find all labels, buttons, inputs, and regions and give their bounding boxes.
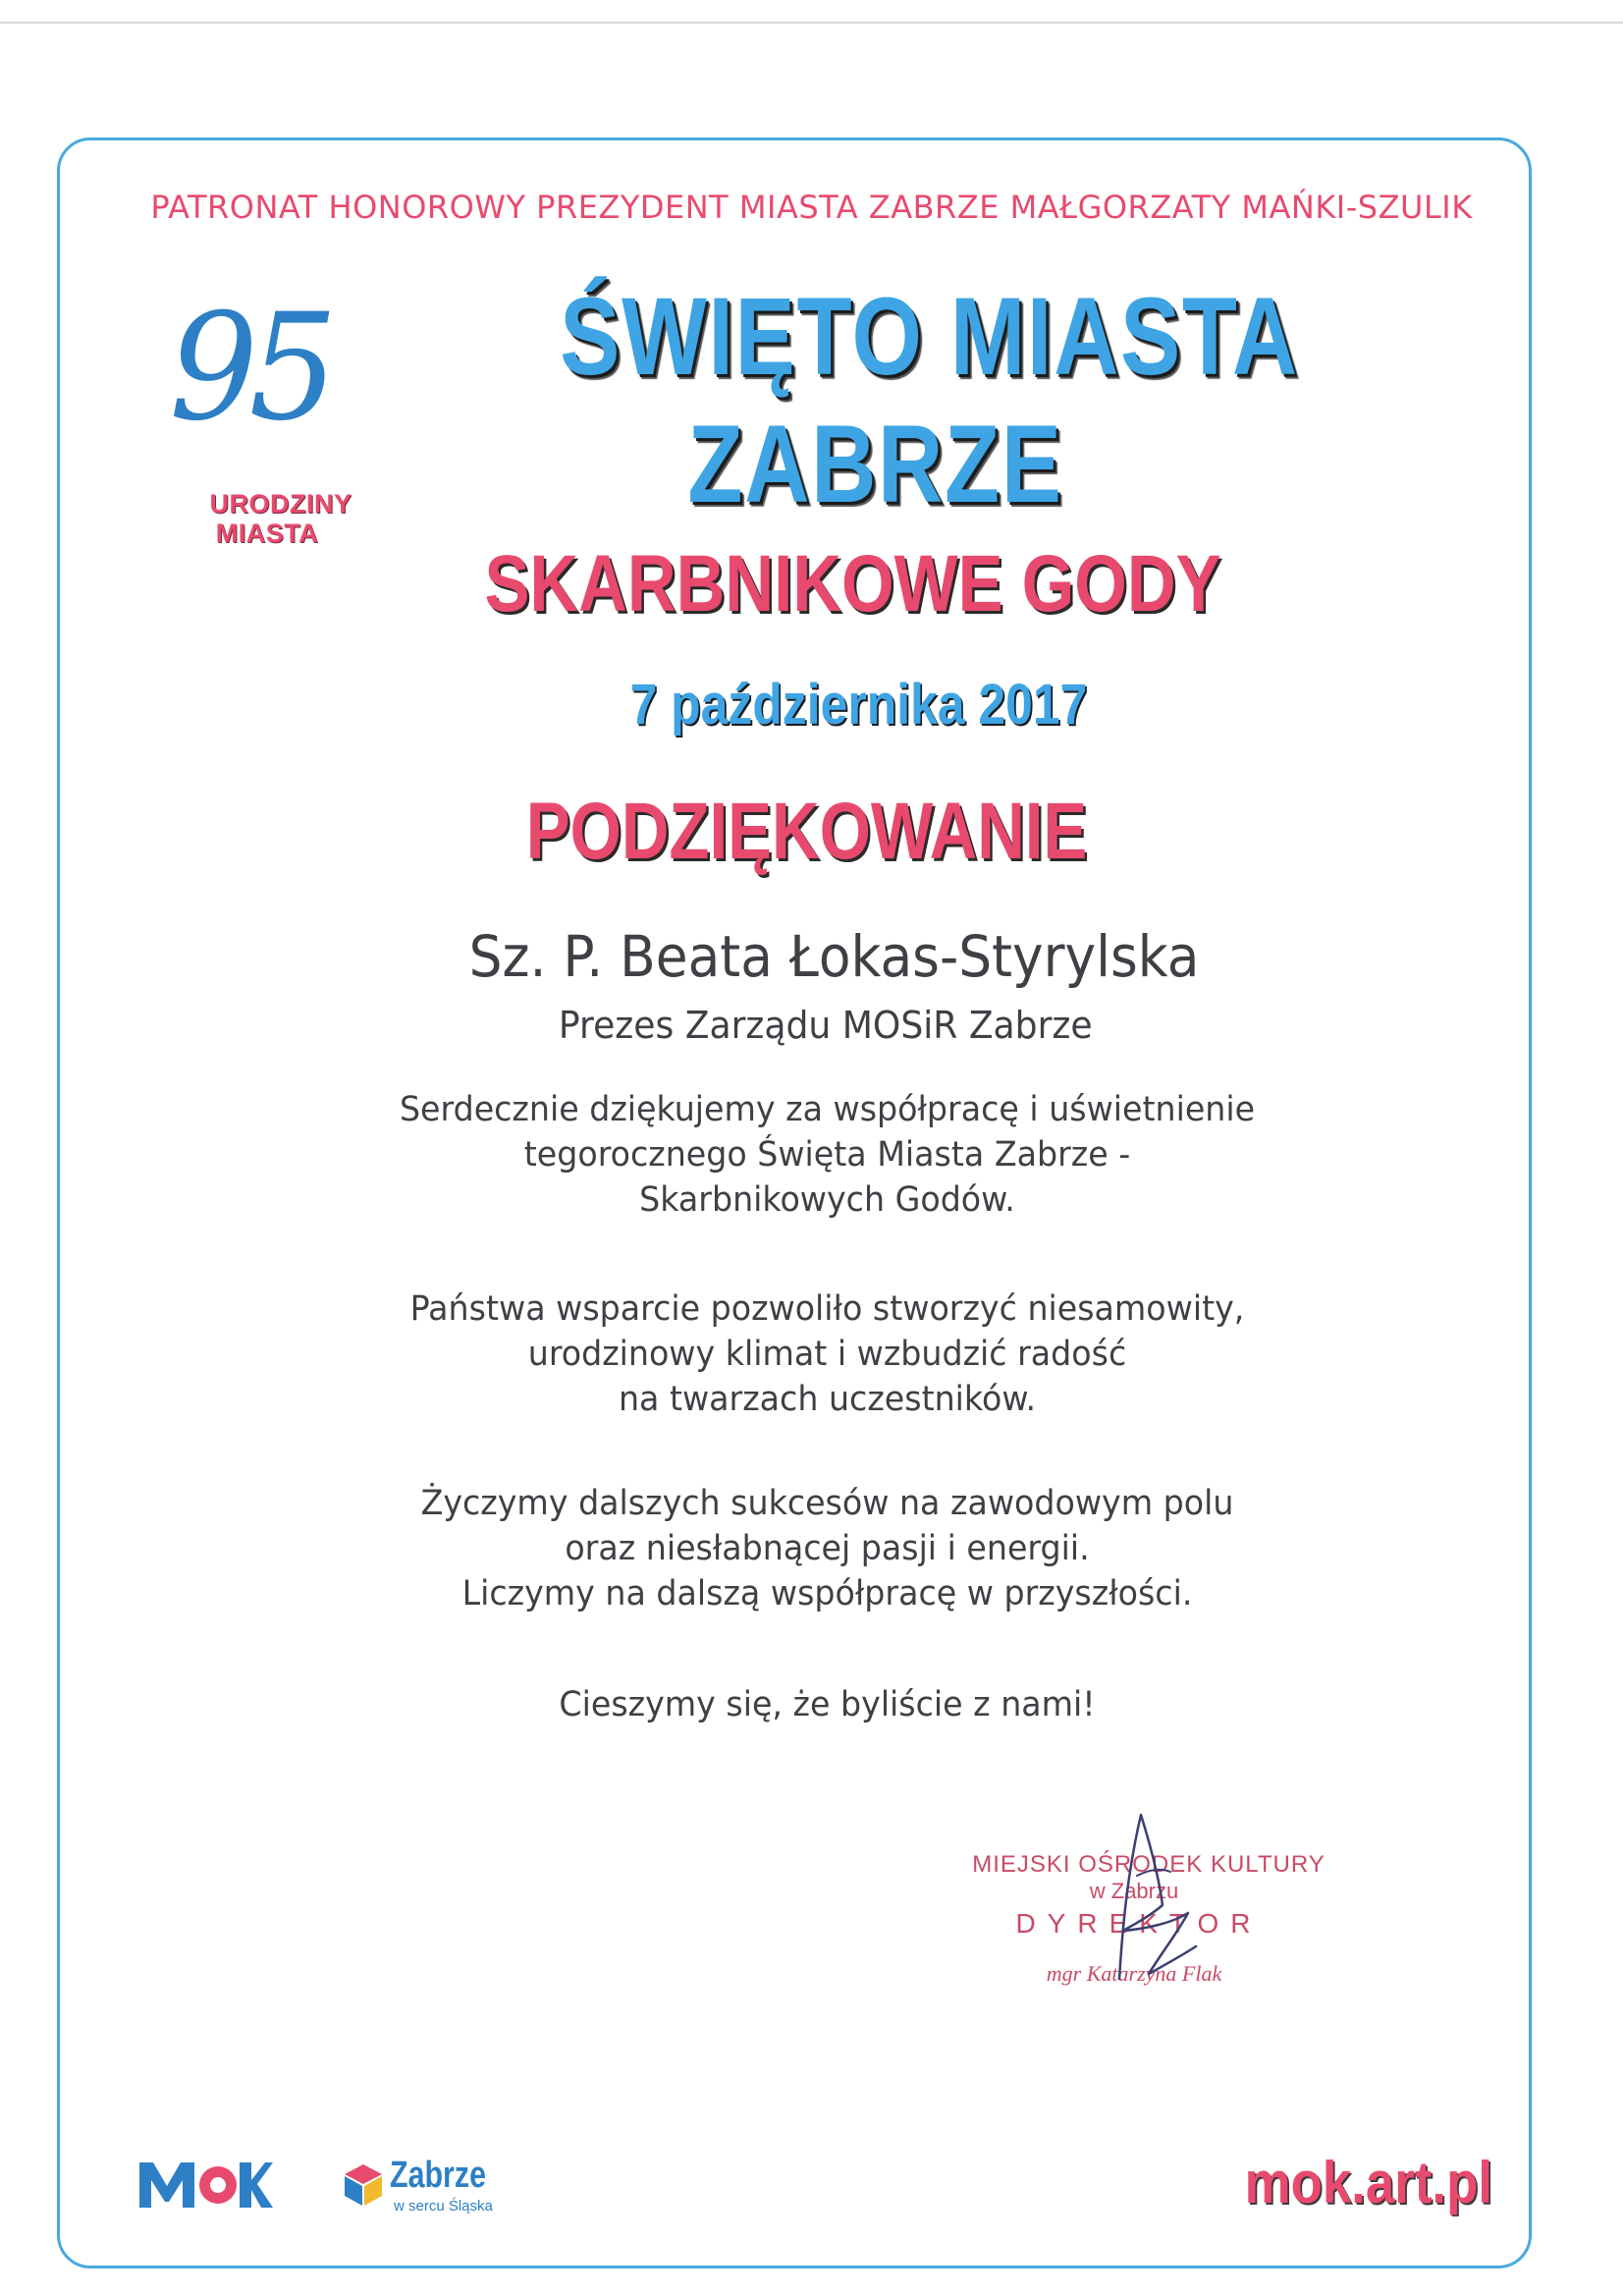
patronage-line: PATRONAT HONOROWY PREZYDENT MIASTA ZABRZE MAŁGORZATY MAŃKI-SZULIK xyxy=(150,189,1473,226)
paragraph-wishes xyxy=(0,1481,1623,1616)
document-heading: PODZIĘKOWANIE xyxy=(525,787,1088,876)
website-url: mok.art.pl xyxy=(1244,2150,1492,2215)
recipient-name: Sz. P. Beata Łokas-Styrylska xyxy=(468,923,1200,990)
event-subtitle: SKARBNIKOWE GODY xyxy=(484,539,1221,629)
anniversary-number: 95 xyxy=(169,283,329,454)
paragraph-line: Skarbnikowych Godów. xyxy=(639,1180,1015,1220)
paragraph-line: Serdecznie dziękujemy za współpracę i uświetnienie xyxy=(399,1090,1256,1129)
paragraph-thanks xyxy=(0,1087,1623,1223)
paragraph-line: urodzinowy klimat i wzbudzić radość xyxy=(527,1335,1127,1374)
paragraph-line: Liczymy na dalszą współpracę w przyszłości. xyxy=(461,1574,1193,1613)
paragraph-line: Życzymy dalszych sukcesów na zawodowym polu xyxy=(420,1484,1234,1523)
paragraph-line: oraz niesłabnącej pasji i energii. xyxy=(565,1529,1090,1568)
anniversary-label-line2: MIASTA xyxy=(215,519,319,548)
stamp-name: mgr Katarzyna Flak xyxy=(1046,1961,1222,1986)
paragraph-closing xyxy=(0,1682,1623,1727)
zabrze-tagline: w sercu Śląska xyxy=(394,2198,493,2214)
paragraph-support xyxy=(0,1286,1623,1422)
scan-edge-line xyxy=(0,22,1623,24)
mok-logo xyxy=(135,2157,273,2212)
paragraph-line: Państwa wsparcie pozwoliło stworzyć niesamowity, xyxy=(409,1289,1245,1329)
zabrze-name: Zabrze xyxy=(390,2155,486,2196)
anniversary-label-line1: URODZINY xyxy=(209,489,352,519)
event-title-line1: ŚWIĘTO MIASTA xyxy=(560,275,1299,398)
paragraph-line: na twarzach uczestników. xyxy=(618,1380,1037,1419)
stamp-institution: MIEJSKI OŚRODEK KULTURY xyxy=(972,1851,1325,1878)
recipient-role: Prezes Zarządu MOSiR Zabrze xyxy=(558,1004,1093,1047)
stamp-title: DYREKTOR xyxy=(1015,1908,1263,1939)
event-title-line2: ZABRZE xyxy=(687,403,1063,525)
event-date: 7 października 2017 xyxy=(629,673,1088,737)
paragraph-line: tegorocznego Święta Miasta Zabrze - xyxy=(523,1135,1131,1175)
handwritten-signature xyxy=(1090,1807,1208,2003)
zabrze-cube-icon xyxy=(339,2160,388,2210)
closing-line: Cieszymy się, że byliście z nami! xyxy=(559,1685,1096,1724)
stamp-city: w Zabrzu xyxy=(1089,1879,1179,1903)
zabrze-logo xyxy=(339,2155,525,2223)
